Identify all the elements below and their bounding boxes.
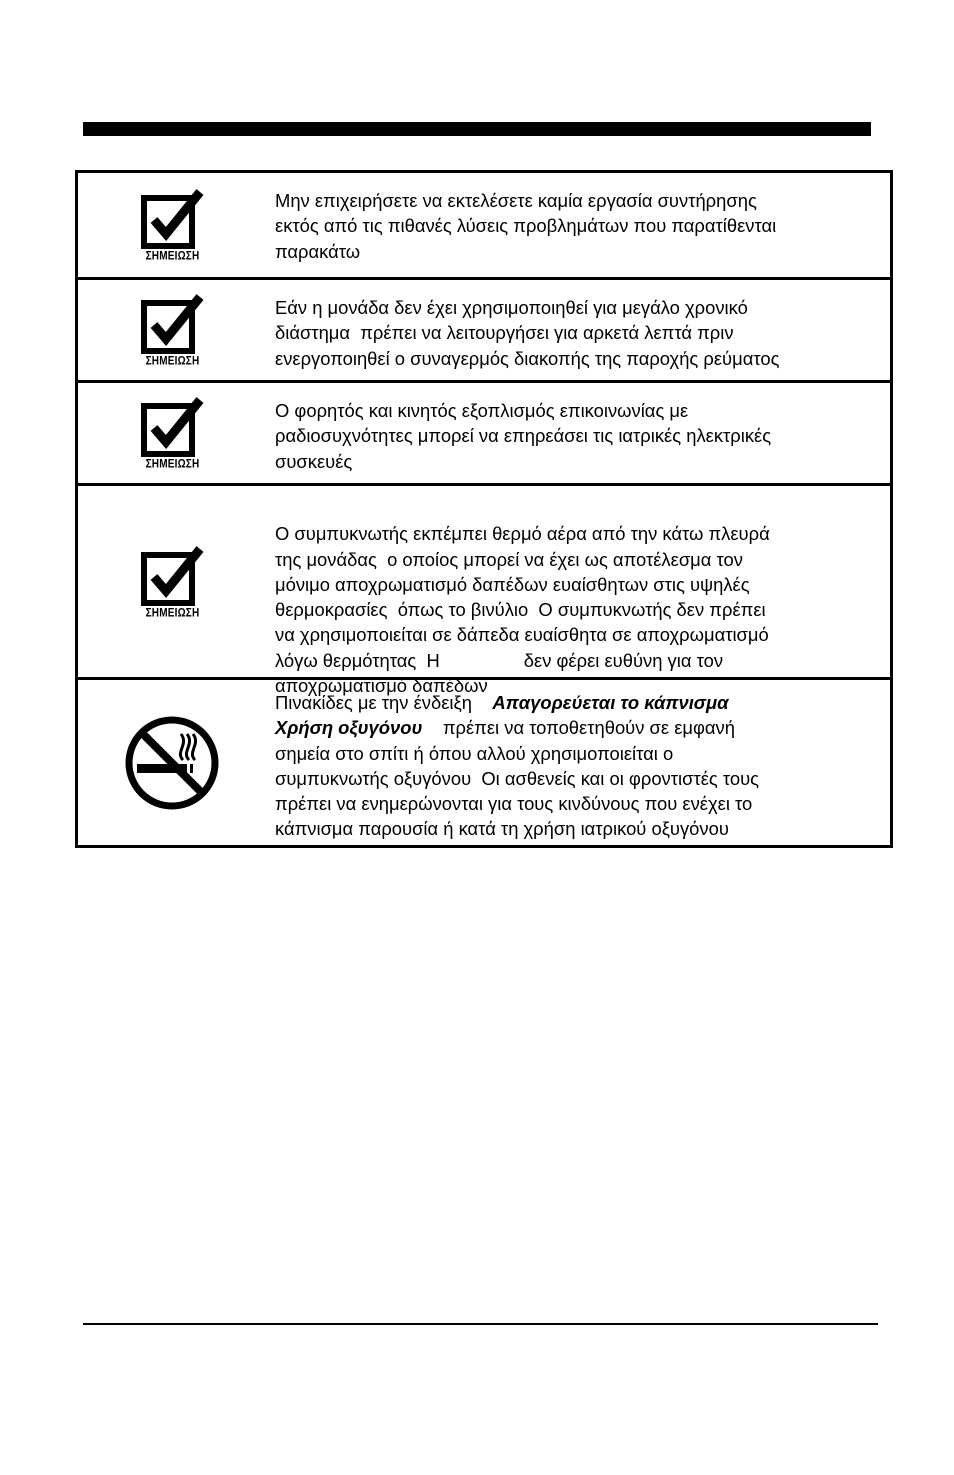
checkbox-note-icon	[140, 396, 206, 470]
header-rule	[83, 122, 871, 136]
note-caption: ΣΗΜΕΙΩΣΗ	[145, 249, 200, 264]
text-line: Πινακίδες με την ένδειξη	[275, 692, 472, 713]
text-line: πρέπει να ενημερώνονται για τους κινδύνους που ενέχει το	[275, 793, 753, 815]
text-line: ενεργοποιηθεί ο συναγερμός διακοπής της παροχής ρεύματος	[275, 347, 780, 369]
text-line: παρακάτω	[275, 240, 361, 262]
note-caption: ΣΗΜΕΙΩΣΗ	[145, 354, 200, 369]
note-text	[275, 486, 890, 697]
note-text	[275, 383, 890, 483]
text-line: λόγω θερμότητας Η	[275, 649, 440, 671]
text-line: θερμοκρασίες όπως το βινύλιο Ο συμπυκνωτής δεν πρέπει	[275, 599, 766, 621]
icon-cell	[78, 383, 275, 483]
note-caption: ΣΗΜΕΙΩΣΗ	[145, 457, 200, 472]
icon-cell	[78, 173, 275, 277]
text-line: Μην επιχειρήσετε να εκτελέσετε καμία εργασία συντήρησης	[275, 190, 757, 211]
note-row	[78, 277, 890, 380]
checkbox-note-icon	[140, 545, 206, 619]
text-line: αποχρωματισμό δαπέδων	[275, 675, 488, 697]
note-text	[275, 173, 890, 277]
check-mark-icon	[140, 545, 206, 607]
text-line: σημεία στο σπίτι ή όπου αλλού χρησιμοποιείται ο	[275, 742, 674, 764]
check-mark-icon	[140, 188, 206, 250]
check-mark-icon	[140, 293, 206, 355]
icon-cell	[78, 680, 275, 845]
notes-table	[75, 170, 893, 848]
icon-cell	[78, 280, 275, 380]
text-line: Ο συμπυκνωτής εκπέμπει θερμό αέρα από την κάτω πλευρά	[275, 523, 770, 545]
sign-text: Χρήση οξυγόνου	[275, 717, 423, 739]
text-line: ραδιοσυχνότητες μπορεί να επηρεάσει τις ιατρικές ηλεκτρικές	[275, 425, 772, 447]
checkbox-note-icon	[140, 293, 206, 367]
text-line: διάστημα πρέπει να λειτουργήσει για αρκετά λεπτά πριν	[275, 322, 734, 344]
text-line: συσκευές	[275, 450, 353, 472]
footer-rule	[83, 1323, 878, 1325]
text-line: της μονάδας ο οποίος μπορεί να έχει ως αποτέλεσμα τον	[275, 548, 743, 570]
no-smoking-icon	[123, 714, 221, 812]
text-line: μόνιμο αποχρωματισμό δαπέδων ευαίσθητων στις υψηλές	[275, 573, 750, 595]
note-row	[78, 173, 890, 277]
text-line: συμπυκνωτής οξυγόνου Οι ασθενείς και οι φροντιστές τους	[275, 767, 760, 789]
checkbox-note-icon	[140, 188, 206, 262]
check-mark-icon	[140, 396, 206, 458]
note-row	[78, 380, 890, 483]
text-line: να χρησιμοποιείται σε δάπεδα ευαίσθητα σε αποχρωματισμό	[275, 624, 769, 646]
text-line: Ο φορητός και κινητός εξοπλισμός επικοινωνίας με	[275, 400, 689, 421]
note-text	[275, 280, 890, 380]
text-line: κάπνισμα παρουσία ή κατά τη χρήση ιατρικού οξυγόνου	[275, 818, 729, 840]
note-caption: ΣΗΜΕΙΩΣΗ	[145, 606, 200, 620]
icon-cell	[78, 486, 275, 677]
note-row	[78, 483, 890, 697]
text-line: δεν φέρει ευθύνη για τον	[523, 649, 724, 671]
note-row-smoking	[78, 677, 890, 845]
text-line: Εάν η μονάδα δεν έχει χρησιμοποιηθεί για μεγάλο χρονικό	[275, 297, 748, 318]
sign-text: Απαγορεύεται το κάπνισμα	[492, 692, 729, 713]
text-line: εκτός από τις πιθανές λύσεις προβλημάτων που παρατίθενται	[275, 215, 777, 237]
text-line: πρέπει να τοποθετηθούν σε εμφανή	[442, 717, 735, 739]
note-text	[275, 680, 890, 845]
